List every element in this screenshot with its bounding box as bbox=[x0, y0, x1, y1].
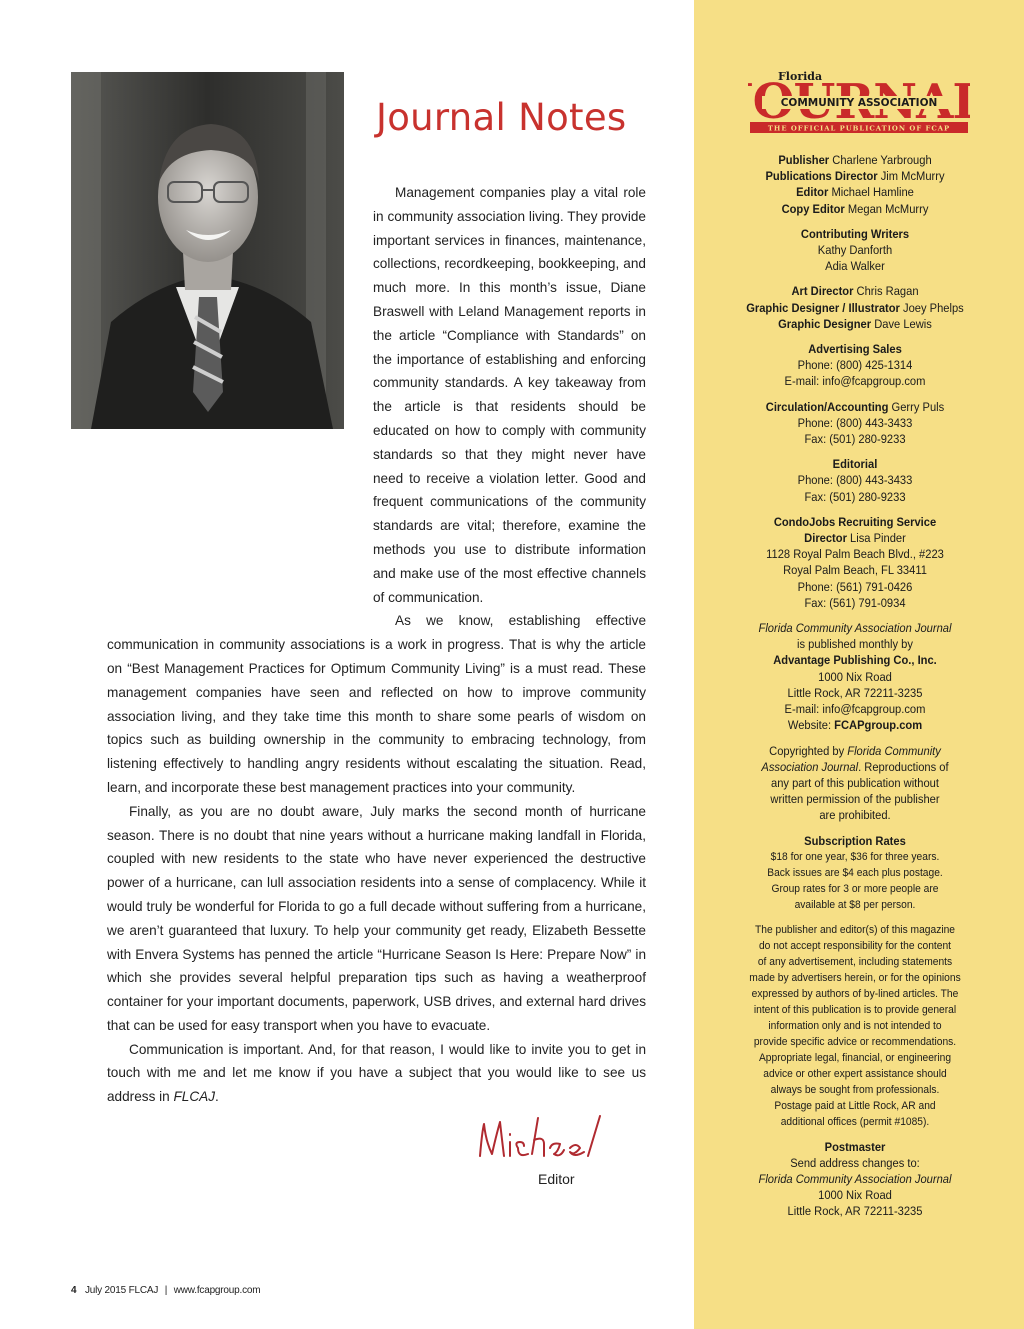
label: Graphic Designer / Illustrator bbox=[746, 300, 900, 315]
value: Back issues are $4 each plus postage. bbox=[767, 866, 943, 879]
article-body bbox=[107, 181, 646, 1109]
article-paragraph: Finally, as you are no doubt aware, July marks the second month of hurricane season. There is no doubt that nine years without a hurricane making landfall in Florida, coupled with new residents to the state who have never experienced the destructive power of a hurricane, can lull association residents into a sense of complacency. While it would truly be wonderful for Florida to go a full decade without suffering from a hurricane, we aren’t guaranteed that luxury. To help your community get ready, Elizabeth Bessette with Envera Systems has penned the article “Hurricane Season Is Here: Prepare Now” in which she provides several helpful preparation tips such as having a weatherproof container for your important documents, paperwork, USB drives, and external hard drives that can be used for easy transport when you have to evacuate. bbox=[107, 803, 646, 1033]
value: 1000 Nix Road bbox=[818, 669, 892, 684]
value: 1000 Nix Road bbox=[818, 1188, 892, 1203]
footer-issue: July 2015 bbox=[84, 1285, 126, 1296]
value: are prohibited. bbox=[819, 808, 891, 823]
masthead-editorial bbox=[716, 456, 995, 505]
footer-website[interactable]: www.fcapgroup.com bbox=[173, 1285, 261, 1296]
label: Publications Director bbox=[765, 169, 878, 184]
label: Circulation/Accounting bbox=[765, 399, 889, 414]
value: written permission of the publisher bbox=[770, 792, 940, 807]
value: Fax: (501) 280-9233 bbox=[804, 432, 906, 447]
value: $18 for one year, $36 for three years. bbox=[770, 850, 940, 863]
value[interactable]: E-mail: info@fcapgroup.com bbox=[784, 374, 926, 389]
value: Phone: (800) 425-1314 bbox=[797, 358, 913, 373]
value: Adia Walker bbox=[825, 259, 885, 274]
value: 1128 Royal Palm Beach Blvd., #223 bbox=[766, 547, 944, 562]
disclaimer-line: made by advertisers herein, or for the opinions bbox=[749, 971, 961, 984]
disclaimer-line: intent of this publication is to provide general bbox=[753, 1003, 957, 1016]
article-text: . bbox=[215, 1089, 219, 1105]
value: Phone: (800) 443-3433 bbox=[797, 473, 913, 488]
label: Postmaster bbox=[824, 1139, 886, 1154]
value: any part of this publication without bbox=[770, 775, 939, 790]
logo-top-word: Florida bbox=[778, 70, 823, 83]
disclaimer-line: advice or other expert assistance should bbox=[763, 1067, 947, 1080]
value: Joey Phelps bbox=[903, 300, 964, 315]
value: Group rates for 3 or more people are bbox=[771, 882, 939, 895]
value: available at $8 per person. bbox=[794, 898, 916, 911]
label: Director bbox=[804, 531, 847, 546]
masthead bbox=[716, 152, 995, 1229]
value: Fax: (501) 280-9233 bbox=[804, 489, 906, 504]
masthead-disclaimer bbox=[716, 922, 995, 1130]
masthead-condojobs bbox=[716, 514, 995, 611]
footer-separator: | bbox=[164, 1285, 168, 1296]
masthead-circulation bbox=[716, 399, 995, 448]
label: Website: bbox=[787, 718, 832, 733]
masthead-staff bbox=[716, 152, 995, 217]
disclaimer-line: Appropriate legal, financial, or engineering bbox=[758, 1051, 952, 1064]
article-italic-abbrev: FLCAJ bbox=[173, 1089, 216, 1105]
label: Publisher bbox=[778, 153, 830, 167]
value: Florida Community Association Journal bbox=[758, 621, 952, 636]
masthead-subscriptions bbox=[716, 833, 995, 913]
signature-role: Editor bbox=[538, 1171, 575, 1187]
journal-logo bbox=[748, 68, 970, 136]
value: is published monthly by bbox=[797, 637, 913, 652]
logo-tagline: THE OFFICIAL PUBLICATION OF FCAP bbox=[767, 124, 951, 133]
disclaimer-line: provide specific advice or recommendations. bbox=[753, 1035, 957, 1048]
value: Gerry Puls bbox=[891, 399, 945, 414]
disclaimer-line: of any advertisement, including statements bbox=[757, 955, 953, 968]
value: Fax: (561) 791-0934 bbox=[804, 595, 906, 610]
label: Contributing Writers bbox=[800, 226, 910, 241]
value: Megan McMurry bbox=[847, 201, 929, 216]
value: Advantage Publishing Co., Inc. bbox=[773, 653, 937, 668]
value: Michael Hamline bbox=[831, 185, 914, 200]
value: Phone: (561) 791-0426 bbox=[797, 579, 913, 594]
label: Editorial bbox=[832, 457, 878, 472]
masthead-copyright bbox=[716, 743, 995, 824]
value: Copyrighted by bbox=[769, 743, 845, 758]
value: Little Rock, AR 72211-3235 bbox=[787, 685, 923, 700]
label: Editor bbox=[796, 185, 829, 200]
label: Advertising Sales bbox=[808, 342, 902, 357]
masthead-ads bbox=[716, 341, 995, 390]
logo-band-text: COMMUNITY ASSOCIATION bbox=[780, 97, 938, 109]
label: Art Director bbox=[791, 284, 854, 299]
value: Florida Community bbox=[847, 743, 941, 758]
disclaimer-line: The publisher and editor(s) of this magazine bbox=[754, 923, 955, 936]
label: CondoJobs Recruiting Service bbox=[773, 514, 937, 529]
website-link[interactable]: FCAPgroup.com bbox=[834, 718, 923, 733]
disclaimer-line: do not accept responsibility for the content bbox=[758, 939, 952, 952]
value: Association Journal bbox=[761, 759, 859, 774]
label: Graphic Designer bbox=[778, 316, 872, 331]
article-paragraph: Management companies play a vital role in community association living. They provide important services in finances, maintenance, collections, recordkeeping, bookkeeping, and much more. In this month’s issue, Diane Braswell with Leland Management reports in the article “Compliance with Standards” on the importance of establishing and enforcing community standards. A key takeaway from the article is that residents should be educated on how to comply with community standards so that they might never have need to receive a violation letter. Good and frequent communications of the community standards are vital; therefore, examine the methods you use to distribute information and make use of the most effective channels of communication. bbox=[373, 185, 646, 605]
photo-wrap-spacer bbox=[107, 181, 373, 633]
value: Lisa Pinder bbox=[850, 531, 906, 546]
value[interactable]: E-mail: info@fcapgroup.com bbox=[784, 702, 926, 717]
value: Little Rock, AR 72211-3235 bbox=[787, 1204, 923, 1219]
page-title: Journal Notes bbox=[376, 96, 627, 139]
value: Florida Community Association Journal bbox=[758, 1171, 952, 1186]
value: Charlene Yarbrough bbox=[832, 153, 932, 167]
masthead-contributors bbox=[716, 226, 995, 275]
article-paragraph-last bbox=[107, 1038, 646, 1109]
value: Kathy Danforth bbox=[817, 243, 893, 258]
page-footer bbox=[71, 1285, 260, 1296]
disclaimer-line: expressed by authors of by-lined articles. The bbox=[751, 987, 959, 1000]
masthead-publisher-info bbox=[716, 620, 995, 733]
value: Send address changes to: bbox=[790, 1155, 920, 1170]
value: . Reproductions of bbox=[858, 759, 949, 774]
value: Dave Lewis bbox=[874, 316, 932, 331]
disclaimer-line: information only and is not intended to bbox=[768, 1019, 942, 1032]
value: Royal Palm Beach, FL 33411 bbox=[783, 563, 927, 578]
footer-abbrev: FLCAJ bbox=[128, 1285, 159, 1296]
disclaimer-line: always be sought from professionals. bbox=[770, 1083, 940, 1096]
masthead-postmaster bbox=[716, 1139, 995, 1220]
value: Jim McMurry bbox=[880, 169, 945, 184]
editor-signature bbox=[474, 1112, 614, 1173]
page-number: 4 bbox=[71, 1285, 77, 1296]
disclaimer-line: additional offices (permit #1085). bbox=[780, 1115, 930, 1128]
article-paragraph: As we know, establishing effective communication in community associations is a work in progress. That is why the article on “Best Management Practices for Optimum Community Living” is a must read. These management companies have seen and reflected on how to improve community association living, and they take time this month to share some pearls of wisdom on topics such as building ownership in the community to embracing technology, from listening effectively to handling angry residents without escalating the situation. Read, learn, and incorporate these best management practices into your community. bbox=[107, 613, 646, 795]
disclaimer-line: Postage paid at Little Rock, AR and bbox=[774, 1099, 936, 1112]
label: Subscription Rates bbox=[804, 833, 906, 848]
value: Chris Ragan bbox=[856, 284, 919, 299]
masthead-art bbox=[716, 283, 995, 332]
article-text: Communication is important. And, for that reason, I would like to invite you to get in touch with me and let me know if you have a subject that you would like to see us address in bbox=[107, 1041, 646, 1105]
label: Copy Editor bbox=[781, 201, 845, 216]
value: Phone: (800) 443-3433 bbox=[797, 415, 913, 430]
